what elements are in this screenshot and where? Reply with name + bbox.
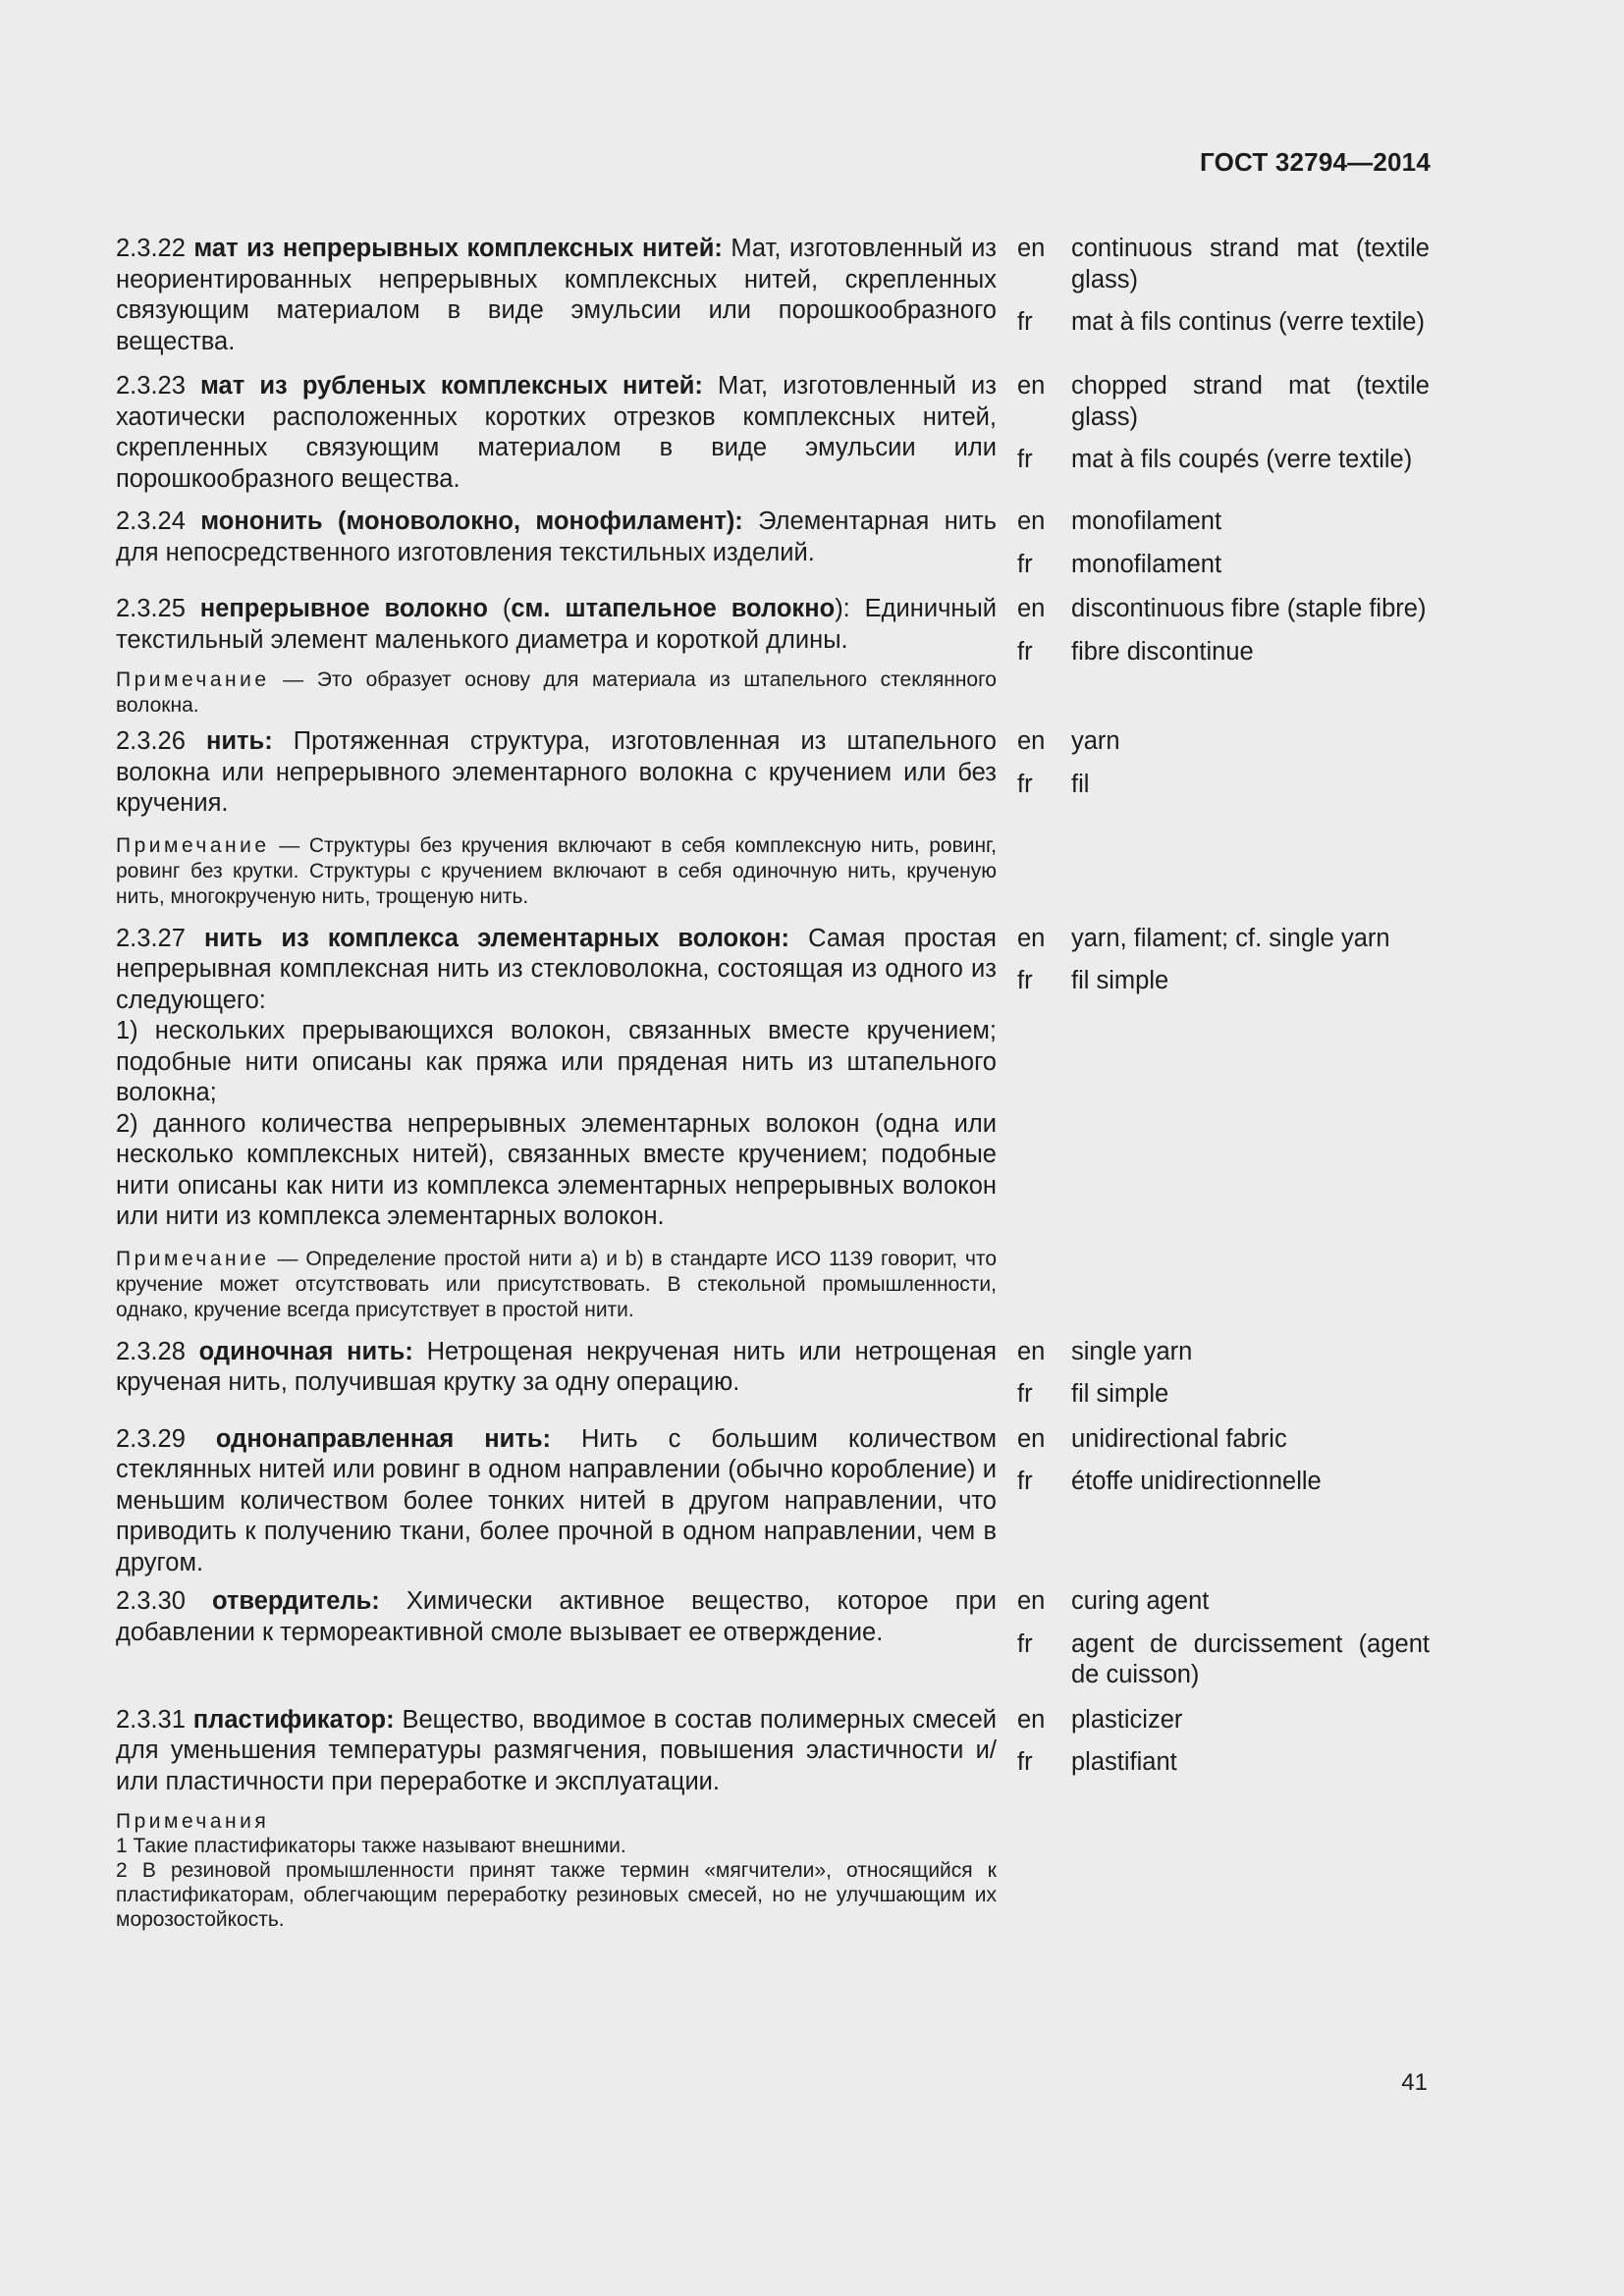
equivalent-fr	[1017, 550, 1430, 581]
term-entry-2-3-24	[116, 507, 1432, 592]
term-entry-2-3-22	[116, 234, 1432, 357]
term-definition	[116, 234, 997, 357]
equivalent-term: continuous strand mat (textile glass)	[1071, 235, 1430, 294]
term-name: мононить (моноволокно, монофиламент):	[200, 507, 743, 535]
note-label: Примечание	[116, 833, 270, 857]
lang-code: fr	[1017, 1629, 1033, 1658]
definition-text: Нить с большим количеством стеклянных нитей или ровинг в одном направлении (обычно коробление) и меньшим количеством более тонких нитей в другом направлении, что приводить к получению ткани, более прочной в одном направлении, чем в другом.	[116, 1424, 998, 1576]
term-equivalents	[1017, 924, 1430, 1009]
term-entry-2-3-29	[116, 1424, 1432, 1579]
term-number: 2.3.23	[116, 372, 201, 400]
lang-code: fr	[1017, 637, 1033, 666]
equivalent-en	[1017, 726, 1430, 758]
definition-text: Самая простая непрерывная комплексная нить из стекловолокна, состоящая из одного из следующего:	[116, 924, 997, 1014]
term-notes	[116, 1809, 997, 1932]
equivalent-term: mat à fils coupés (verre textile)	[1071, 446, 1413, 473]
term-equivalents	[1017, 1424, 1430, 1510]
term-note	[116, 667, 997, 719]
term-equivalents	[1017, 371, 1430, 488]
term-equivalents	[1017, 234, 1430, 350]
term-entry-2-3-25	[116, 594, 1432, 719]
term-name: нить из комплекса элементарных волокон:	[204, 924, 790, 952]
equivalent-term: chopped strand mat (textile glass)	[1071, 372, 1430, 431]
equivalent-term: unidirectional fabric	[1071, 1424, 1287, 1453]
lang-code: en	[1017, 1705, 1046, 1734]
term-definition	[116, 1705, 997, 1798]
term-definition-block	[116, 726, 997, 910]
equivalent-term: fibre discontinue	[1071, 637, 1254, 666]
term-number: 2.3.31	[116, 1705, 193, 1734]
definition-text: Химически активное вещество, которое при добавлении к термореактивной смоле вызывает ее отверждение.	[116, 1587, 997, 1646]
term-number: 2.3.29	[116, 1424, 216, 1453]
equivalent-en	[1017, 1337, 1430, 1368]
lang-code: fr	[1017, 550, 1033, 578]
equivalent-term: fil simple	[1071, 967, 1169, 994]
definition-text: Мат, изготовленный из неориентированных непрерывных комплексных нитей, скрепленных связующим материалом в виде эмульсии или порошкообразного вещества.	[116, 235, 998, 355]
term-equivalents	[1017, 1337, 1430, 1422]
note-text: — Это образует основу для материала из штапельного стеклянного волокна.	[116, 668, 997, 717]
equivalent-term: plastifiant	[1071, 1748, 1177, 1776]
equivalent-fr	[1017, 637, 1430, 668]
term-name: пластификатор:	[192, 1705, 395, 1734]
term-definition	[116, 594, 997, 656]
note-text: — Структуры без кручения включают в себя комплексную нить, ровинг, ровинг без крутки. Структуры с кручением включают в себя одиночную нить, крученую нить, многокрученую нить, трощеную нить.	[116, 833, 997, 908]
terms-content	[116, 234, 1432, 1932]
page-number: 41	[1401, 2069, 1428, 2096]
equivalent-term: single yarn	[1071, 1337, 1193, 1365]
document-header: ГОСТ 32794—2014	[1200, 147, 1431, 177]
equivalent-en	[1017, 371, 1430, 433]
equivalent-fr	[1017, 1629, 1430, 1691]
equivalent-fr	[1017, 1379, 1430, 1411]
term-cross-reference: см. штапельное волокно	[511, 595, 836, 622]
term-equivalents	[1017, 1586, 1430, 1703]
lang-code: en	[1017, 1424, 1046, 1453]
term-entry-2-3-30	[116, 1586, 1432, 1703]
equivalent-term: curing agent	[1071, 1587, 1210, 1615]
term-definition-block	[116, 924, 997, 1323]
equivalent-en	[1017, 1586, 1430, 1618]
equivalent-term: fil simple	[1071, 1380, 1169, 1408]
term-definition-block	[116, 1586, 997, 1648]
term-definition	[116, 1586, 997, 1648]
term-paren-open: (	[488, 595, 512, 622]
lang-code: en	[1017, 1587, 1046, 1615]
definition-list-item: 2) данного количества непрерывных элементарных волокон (одна или несколько комплексных нитей), связанных вместе кручением; подобные нити описаны как нити из комплекса элементарных непрерывных волокон или нити из комплекса элементарных волокон.	[116, 1109, 997, 1230]
term-definition-block	[116, 1337, 997, 1399]
definition-text: Вещество, вводимое в состав полимерных смесей для уменьшения температуры размягчения, повышения эластичности и/или пластичности при переработке и эксплуатации.	[116, 1705, 997, 1795]
term-definition-block	[116, 1424, 997, 1579]
term-definition-block	[116, 594, 997, 719]
lang-code: fr	[1017, 1748, 1033, 1776]
term-definition-block	[116, 1705, 997, 1933]
term-entry-2-3-26	[116, 726, 1432, 910]
equivalent-fr	[1017, 1747, 1430, 1779]
equivalent-en	[1017, 1424, 1430, 1456]
equivalent-term: yarn, filament; cf. single yarn	[1071, 924, 1390, 952]
definition-text: Нетрощеная некрученая нить или нетрощеная крученая нить, получившая крутку за одну операцию.	[116, 1337, 998, 1396]
equivalent-en	[1017, 594, 1430, 625]
term-definition-block	[116, 507, 997, 568]
equivalent-term: plasticizer	[1071, 1705, 1183, 1734]
term-name: одиночная нить:	[198, 1337, 413, 1365]
term-name: отвердитель:	[211, 1587, 380, 1615]
lang-code: fr	[1017, 967, 1033, 994]
equivalent-en	[1017, 234, 1430, 295]
term-number: 2.3.26	[116, 727, 206, 755]
definition-list-item: 1) нескольких прерывающихся волокон, связанных вместе кручением; подобные нити описаны как пряжа или пряденая нить из штапельного волокна;	[116, 1017, 997, 1106]
equivalent-term: monofilament	[1071, 550, 1222, 578]
term-paren-close: ):	[835, 595, 850, 622]
equivalent-en	[1017, 507, 1430, 538]
equivalent-term: fil	[1071, 770, 1090, 798]
term-name: непрерывное волокно	[199, 595, 488, 622]
lang-code: fr	[1017, 446, 1033, 473]
lang-code: en	[1017, 727, 1046, 755]
equivalent-term: discontinuous fibre (staple fibre)	[1071, 595, 1427, 622]
note-label: Примечание	[116, 1247, 270, 1270]
term-equivalents	[1017, 1705, 1430, 1790]
term-definition	[116, 1337, 997, 1399]
equivalent-term: mat à fils continus (verre textile)	[1071, 308, 1425, 336]
term-definition	[116, 507, 997, 568]
term-name: нить:	[205, 727, 273, 755]
lang-code: en	[1017, 1337, 1046, 1365]
term-name: мат из непрерывных комплексных нитей:	[193, 235, 723, 262]
lang-code: fr	[1017, 1468, 1033, 1495]
lang-code: en	[1017, 235, 1046, 262]
term-definition-block	[116, 234, 997, 357]
term-equivalents	[1017, 594, 1430, 679]
term-definition	[116, 726, 997, 820]
note-label: Примечание	[116, 668, 270, 691]
note-item: 2 В резиновой промышленности принят также термин «мягчители», относящийся к пластификаторам, облегчающим переработку резиновых смесей, но не улучшающим их морозостойкость.	[116, 1859, 997, 1931]
definition-text: Мат, изготовленный из хаотически расположенных коротких отрезков комплексных нитей, скрепленных связующим материалом в виде эмульсии или порошкообразного вещества.	[116, 372, 997, 493]
equivalent-en	[1017, 924, 1430, 955]
term-note	[116, 833, 997, 910]
term-definition	[116, 1424, 997, 1579]
term-entry-2-3-23	[116, 371, 1432, 495]
equivalent-term: monofilament	[1071, 507, 1222, 535]
equivalent-term: agent de durcissement (agent de cuisson)	[1071, 1629, 1430, 1688]
term-number: 2.3.24	[116, 507, 201, 535]
equivalent-en	[1017, 1705, 1430, 1736]
definition-text: Протяженная структура, изготовленная из штапельного волокна или непрерывного элементарного волокна с кручением или без кручения.	[116, 727, 997, 817]
lang-code: en	[1017, 372, 1046, 400]
term-number: 2.3.28	[116, 1337, 199, 1365]
term-equivalents	[1017, 726, 1430, 812]
term-equivalents	[1017, 507, 1430, 592]
term-definition-block	[116, 371, 997, 495]
equivalent-term: étoffe unidirectionnelle	[1071, 1468, 1322, 1495]
term-number: 2.3.25	[116, 595, 200, 622]
term-entry-2-3-27	[116, 924, 1432, 1323]
equivalent-term: yarn	[1071, 727, 1120, 755]
equivalent-fr	[1017, 966, 1430, 997]
lang-code: fr	[1017, 1380, 1033, 1408]
equivalent-fr	[1017, 1467, 1430, 1498]
term-note	[116, 1247, 997, 1323]
term-number: 2.3.22	[116, 235, 194, 262]
lang-code: en	[1017, 924, 1046, 952]
term-entry-2-3-31	[116, 1705, 1432, 1933]
term-entry-2-3-28	[116, 1337, 1432, 1422]
term-number: 2.3.27	[116, 924, 205, 952]
term-definition	[116, 924, 997, 1017]
note-item: 1 Такие пластификаторы также называют внешними.	[116, 1835, 626, 1857]
term-name: однонаправленная нить:	[215, 1424, 552, 1453]
term-name: мат из рубленых комплексных нитей:	[200, 372, 703, 400]
lang-code: fr	[1017, 770, 1033, 798]
definition-text: Элементарная нить для непосредственного изготовления текстильных изделий.	[116, 507, 997, 566]
notes-label: Примечания	[116, 1810, 270, 1833]
note-text: — Определение простой нити a) и b) в стандарте ИСО 1139 говорит, что кручение может отсутствовать или присутствовать. В стекольной промышленности, однако, кручение всегда присутствует в простой нити.	[116, 1247, 997, 1321]
equivalent-fr	[1017, 445, 1430, 476]
definition-text: Единичный текстильный элемент маленького диаметра и короткой длины.	[116, 595, 998, 654]
equivalent-fr	[1017, 307, 1430, 339]
lang-code: fr	[1017, 308, 1033, 336]
equivalent-fr	[1017, 770, 1430, 801]
term-number: 2.3.30	[116, 1587, 212, 1615]
lang-code: en	[1017, 507, 1046, 535]
term-definition	[116, 371, 997, 495]
lang-code: en	[1017, 595, 1046, 622]
